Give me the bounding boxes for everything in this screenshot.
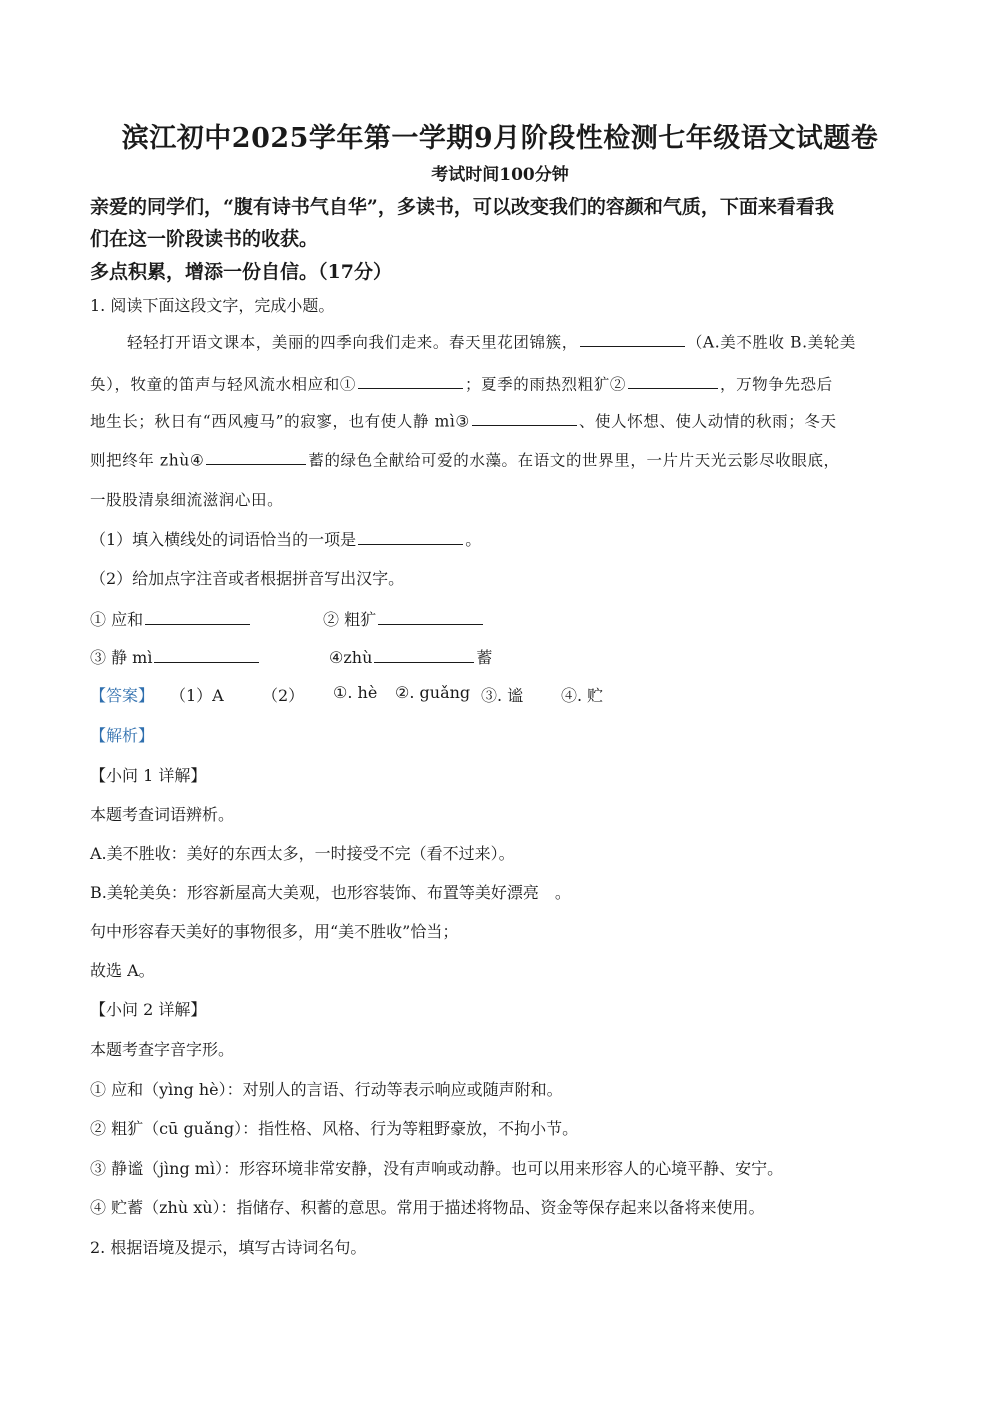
answer-tag: 【答案】: [90, 686, 155, 705]
sub-question-1: [90, 527, 481, 550]
passage-text: 、使人怀想、使人动情的秋雨；冬天: [578, 412, 837, 431]
answer-part-2: （2）: [262, 686, 305, 705]
passage-text: 蓄的绿色全献给可爱的水藻。在语文的世界里，一片片天光云影尽收眼底，: [308, 451, 840, 470]
passage-text: （A.美不胜收 B.美轮美: [686, 333, 856, 352]
section-heading: 多点积累，增添一份自信。（17分）: [90, 261, 392, 283]
detail-1-line-4: 句中形容春天美好的事物很多，用“美不胜收”恰当；: [90, 922, 459, 941]
exam-duration: 考试时间100分钟: [431, 165, 569, 185]
sub-question-1-end: 。: [465, 530, 482, 549]
passage-text: ；夏季的雨热烈粗犷②: [464, 375, 626, 394]
sub-question-2: （2）给加点字注音或者根据拼音写出汉字。: [90, 569, 405, 588]
answer-a2: ②. guǎng: [395, 683, 471, 702]
detail-2-line-2: ① 应和（yìng hè）：对别人的言语、行动等表示响应或随声附和。: [90, 1080, 563, 1099]
passage-text: 则把终年 zhù④: [90, 451, 205, 470]
item-4: [329, 645, 492, 668]
detail-2-line-4: ③ 静谧（jìng mì）：形容环境非常安静，没有声响或动静。也可以用来形容人的心境平静、安宁。: [90, 1159, 784, 1178]
passage-blank-main[interactable]: [580, 330, 685, 347]
item-2-blank[interactable]: [378, 607, 483, 625]
item-2-label: ② 粗犷: [323, 610, 377, 629]
sub-question-1-blank[interactable]: [358, 527, 463, 545]
passage-text: ，万物争先恐后: [719, 375, 833, 394]
passage-line-4: [90, 448, 840, 470]
item-4-label: ④zhù: [329, 648, 373, 667]
item-3-blank[interactable]: [154, 645, 259, 663]
sub-question-1-text: （1）填入横线处的词语恰当的一项是: [90, 530, 357, 549]
item-3: [90, 645, 261, 668]
item-1-blank[interactable]: [145, 607, 250, 625]
item-2: [323, 607, 485, 630]
item-1-label: ① 应和: [90, 610, 144, 629]
passage-text: 轻轻打开语文课本，美丽的四季向我们走来。春天里花团锦簇，: [127, 333, 578, 352]
passage-blank-2[interactable]: [628, 372, 718, 389]
item-1: [90, 607, 252, 630]
passage-blank-3[interactable]: [472, 409, 577, 426]
detail-2-line-1: 本题考查字音字形。: [90, 1040, 235, 1059]
answer-a3: ③. 谧: [481, 686, 524, 705]
answer-part-1: （1）A: [170, 686, 224, 705]
passage-text: 奂），牧童的笛声与轻风流水相应和①: [90, 375, 356, 394]
item-4-end: 蓄: [476, 648, 493, 667]
question-2-prompt: 2. 根据语境及提示，填写古诗词名句。: [90, 1238, 367, 1257]
answer-a4: ④. 贮: [561, 686, 604, 705]
detail-1-line-2: A.美不胜收：美好的东西太多，一时接受不完（看不过来）。: [90, 844, 515, 863]
passage-line-5: 一股股清泉细流滋润心田。: [90, 491, 284, 509]
analysis-tag: 【解析】: [90, 726, 155, 745]
item-3-label: ③ 静 mì: [90, 648, 153, 667]
detail-1-line-3: B.美轮美奂：形容新屋高大美观，也形容装饰、布置等美好漂亮 。: [90, 883, 571, 902]
item-4-blank[interactable]: [374, 645, 474, 663]
intro-line-2: 们在这一阶段读书的收获。: [90, 228, 319, 250]
answer-a1: ①. hè: [333, 683, 378, 702]
question-1-prompt: 1. 阅读下面这段文字，完成小题。: [90, 296, 335, 315]
detail-1-line-5: 故选 A。: [90, 961, 155, 980]
passage-blank-4[interactable]: [206, 448, 306, 465]
passage-text: 地生长；秋日有“西风瘦马”的寂寥，也有使人静 mì③: [90, 412, 470, 431]
intro-line-1: 亲爱的同学们，“腹有诗书气自华”，多读书，可以改变我们的容颜和气质，下面来看看我: [90, 196, 834, 218]
detail-1-heading: 【小问 1 详解】: [90, 766, 207, 785]
passage-line-1: [127, 330, 856, 352]
passage-line-3: [90, 409, 837, 431]
detail-2-line-3: ② 粗犷（cū guǎng）：指性格、风格、行为等粗野豪放，不拘小节。: [90, 1119, 579, 1138]
passage-blank-1[interactable]: [358, 372, 463, 389]
detail-1-line-1: 本题考查词语辨析。: [90, 805, 235, 824]
detail-2-heading: 【小问 2 详解】: [90, 1000, 207, 1019]
passage-line-2: [90, 372, 833, 394]
detail-2-line-5: ④ 贮蓄（zhù xù）：指储存、积蓄的意思。常用于描述将物品、资金等保存起来以备将来使用。: [90, 1198, 765, 1217]
exam-title: 滨江初中2025学年第一学期9月阶段性检测七年级语文试题卷: [121, 123, 879, 154]
